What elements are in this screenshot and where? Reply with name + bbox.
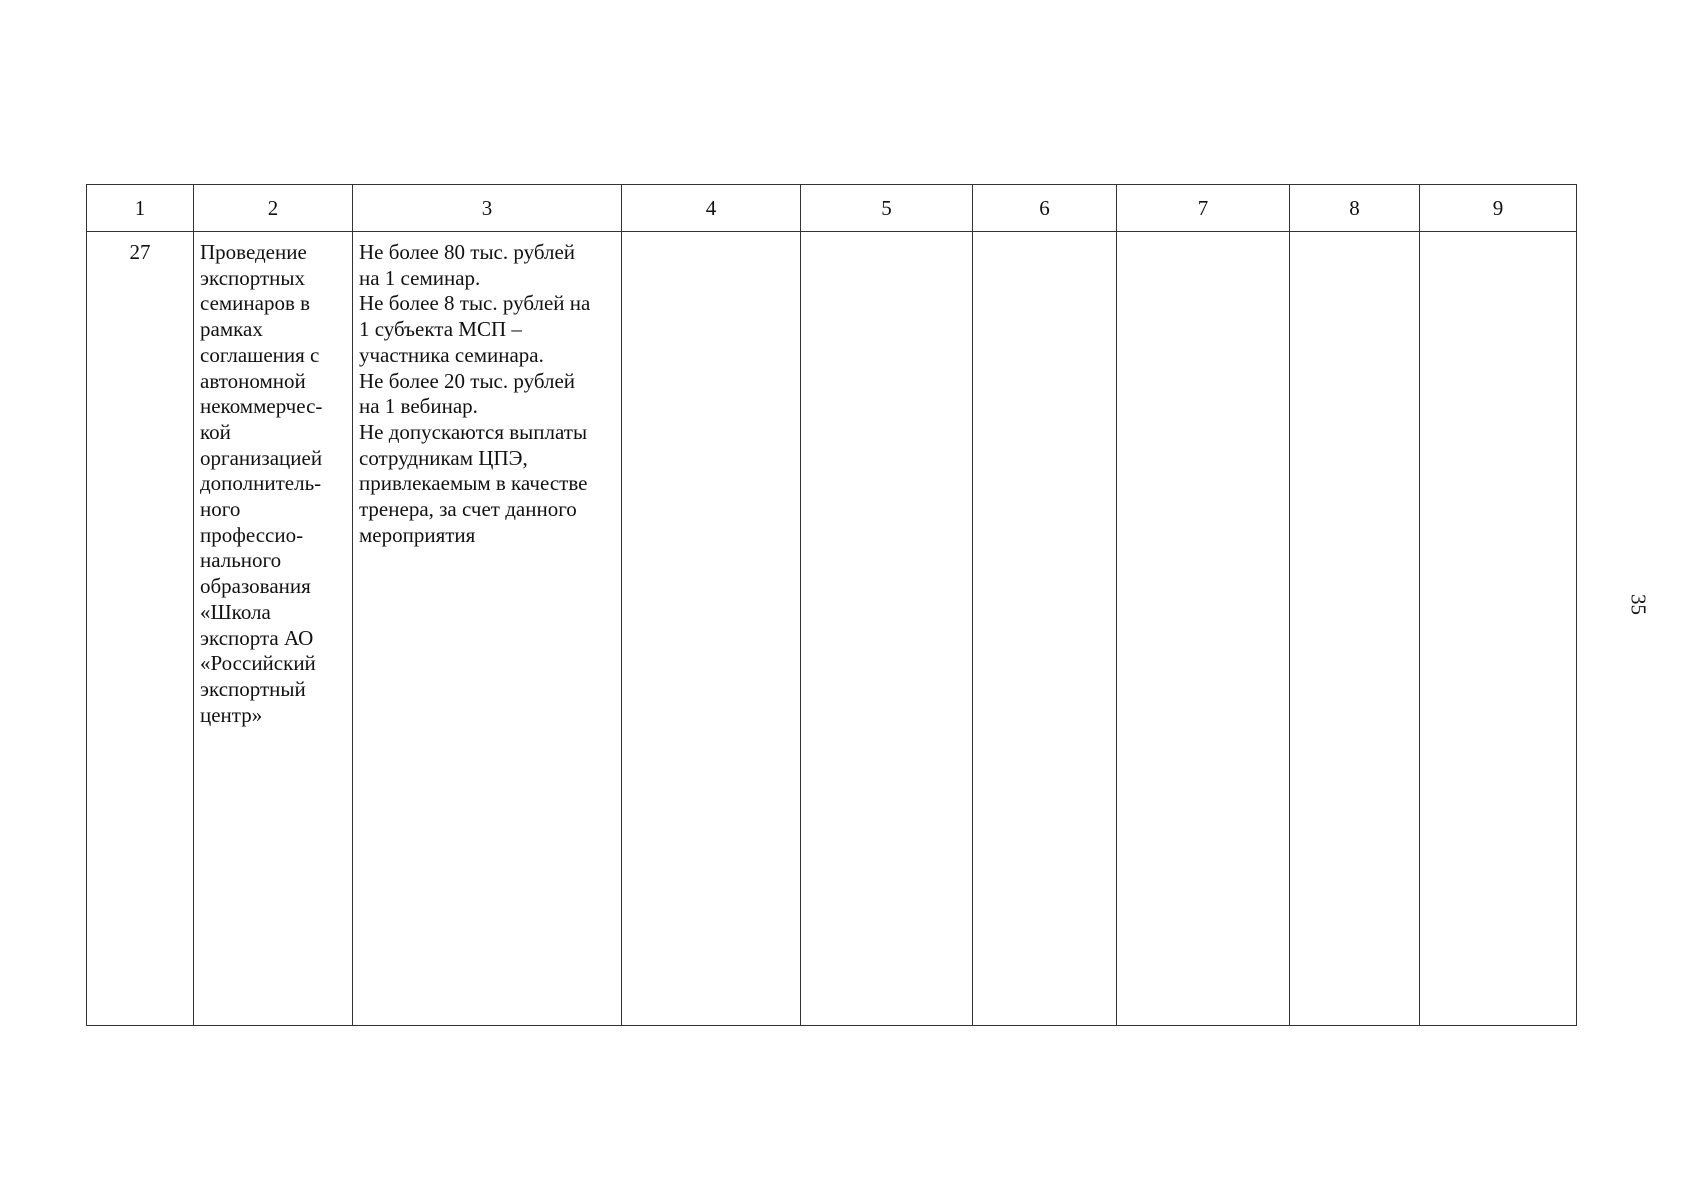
table-header-row <box>87 185 1577 232</box>
table-cell-col4 <box>622 232 801 1026</box>
table-row <box>87 232 1577 1026</box>
column-header: 7 <box>1117 185 1290 232</box>
table-cell-col5 <box>801 232 973 1026</box>
row-number-cell: 27 <box>87 232 194 1026</box>
column-header: 9 <box>1420 185 1577 232</box>
column-header: 6 <box>973 185 1117 232</box>
event-description-cell: Проведение экспортных семинаров в рамках соглашения с автономной некоммерчес- кой организацией дополнитель- ного профессио- нального образования «Школа экспорта АО «Российский экспортный центр» <box>194 232 353 1026</box>
table-cell-col6 <box>973 232 1117 1026</box>
column-header: 8 <box>1290 185 1420 232</box>
funding-conditions-cell: Не более 80 тыс. рублей на 1 семинар. Не более 8 тыс. рублей на 1 субъекта МСП – участника семинара. Не более 20 тыс. рублей на 1 вебинар. Не допускаются выплаты сотрудникам ЦПЭ, привлекаемым в качестве тренера, за счет данного мероприятия <box>353 232 622 1026</box>
column-header: 2 <box>194 185 353 232</box>
column-header: 5 <box>801 185 973 232</box>
table-cell-col9 <box>1420 232 1577 1026</box>
table-cell-col8 <box>1290 232 1420 1026</box>
column-header: 1 <box>87 185 194 232</box>
page-number: 35 <box>1626 594 1651 615</box>
table-cell-col7 <box>1117 232 1290 1026</box>
column-header: 3 <box>353 185 622 232</box>
column-header: 4 <box>622 185 801 232</box>
data-table <box>86 184 1577 1026</box>
